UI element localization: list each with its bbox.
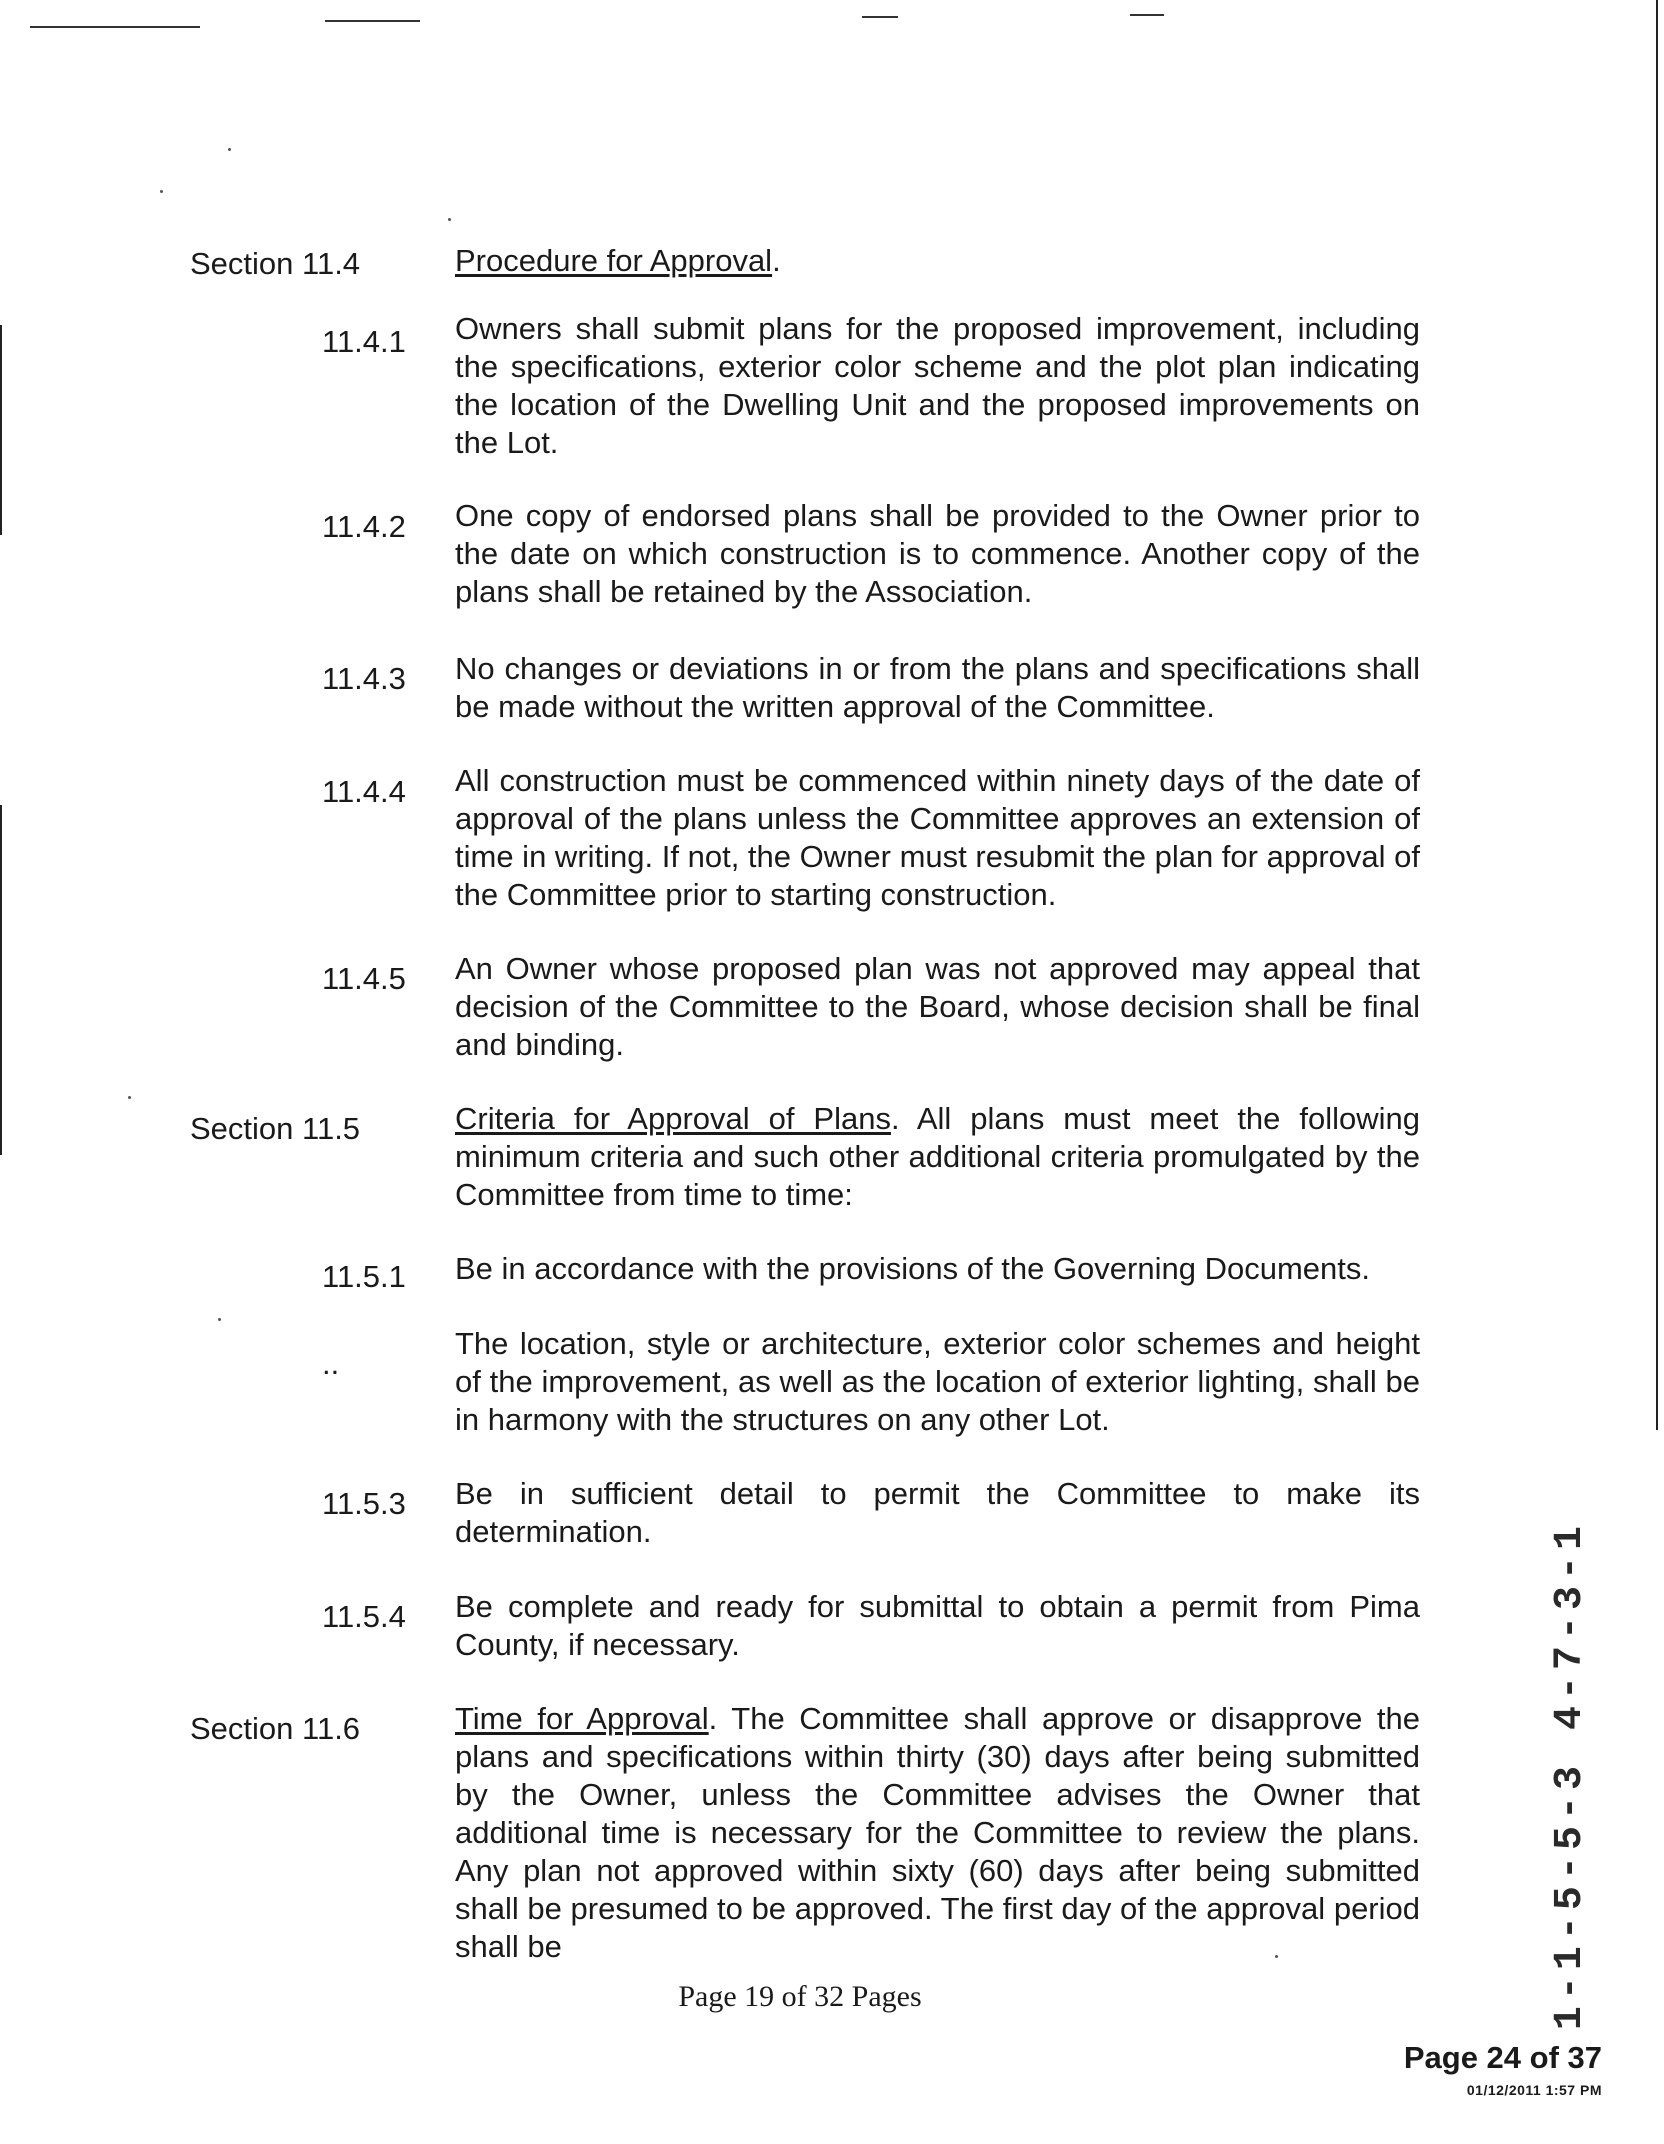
scan-speck [160, 190, 163, 193]
clause-text: Be complete and ready for submittal to obtain a permit from Pima County, if necessary. [455, 1589, 1420, 1662]
clause-text: All construction must be commenced within ninety days of the date of approval of the plans unless the Committee approves an extension of time in writing. If not, the Owner must resubmit the plan for approval of the Committee prior to starting construction. [455, 763, 1420, 912]
clause-number: 11.4.1 [322, 324, 406, 359]
section-body: All plans must meet the following minimum criteria and such other additional criteria promulgated by the Committee from time to time: [455, 1101, 1420, 1212]
clause-text: Be in sufficient detail to permit the Committee to make its determination. [455, 1476, 1420, 1549]
heading-tail: . [890, 1101, 900, 1136]
scan-mark [1130, 14, 1164, 16]
heading-text: Criteria for Approval of Plans [455, 1101, 891, 1136]
scan-edge-line [0, 805, 2, 1155]
clause-number: 11.4.2 [322, 509, 406, 544]
clause-number: .. [322, 1346, 340, 1381]
section-label: Section 11.6 [190, 1711, 361, 1746]
clause-text: An Owner whose proposed plan was not approved may appeal that decision of the Committee to the Board, whose decision shall be final and binding. [455, 951, 1420, 1062]
scan-mark [325, 20, 420, 22]
section-paragraph [455, 1700, 1420, 1966]
clause-text: No changes or deviations in or from the plans and specifications shall be made without the written approval of the Committee. [455, 651, 1420, 724]
clause-text: The location, style or architecture, exterior color schemes and height of the improvement, as well as the location of exterior lighting, shall be in harmony with the structures on any other Lot. [455, 1326, 1420, 1437]
clause-text: One copy of endorsed plans shall be provided to the Owner prior to the date on which construction is to commence. Another copy of the plans shall be retained by the Association. [455, 498, 1420, 609]
section-heading [455, 242, 1420, 280]
clause-number: 11.5.1 [322, 1259, 406, 1294]
scan-speck [228, 148, 231, 151]
scan-mark [30, 26, 200, 28]
section-label: Section 11.5 [190, 1111, 361, 1146]
section-label: Section 11.4 [190, 246, 361, 281]
scan-edge-line [0, 325, 2, 535]
clause-number: 11.4.3 [322, 661, 406, 696]
fax-page-count: Page 24 of 37 [1403, 2040, 1602, 2075]
scan-speck [448, 218, 451, 221]
recording-number: 1-1-5-5-3 4-7-3-1 [1548, 1520, 1593, 2031]
heading-tail: . [772, 243, 781, 278]
section-body: The Committee shall approve or disapprove the plans and specifications within thirty (30) days after being submitted by the Owner, unless the Committee advises the Owner that additional time is necessary for the Committee to review the plans. Any plan not approved within sixty (60) days after being submitted shall be presumed to be approved. The first day of the approval period shall be [455, 1701, 1420, 1964]
scan-speck [128, 1096, 131, 1099]
clause-number: 11.5.4 [322, 1599, 406, 1634]
heading-text: Procedure for Approval [455, 243, 773, 278]
clause-number: 11.4.5 [322, 961, 406, 996]
clause-number: 11.5.3 [322, 1486, 406, 1521]
scan-speck [218, 1318, 221, 1321]
section-paragraph [455, 1100, 1420, 1214]
scan-mark [862, 16, 898, 18]
clause-number: 11.4.4 [322, 774, 406, 809]
heading-tail: . [708, 1701, 718, 1736]
page-number: Page 19 of 32 Pages [678, 1980, 922, 2013]
clause-text: Owners shall submit plans for the proposed improvement, including the specifications, exterior color scheme and the plot plan indicating the location of the Dwelling Unit and the proposed improvements on the Lot. [455, 311, 1420, 460]
fax-timestamp: 01/12/2011 1:57 PM [1466, 2082, 1602, 2098]
heading-text: Time for Approval [455, 1701, 709, 1736]
clause-text: Be in accordance with the provisions of the Governing Documents. [455, 1251, 1370, 1286]
scan-edge-line [1656, 0, 1658, 1430]
